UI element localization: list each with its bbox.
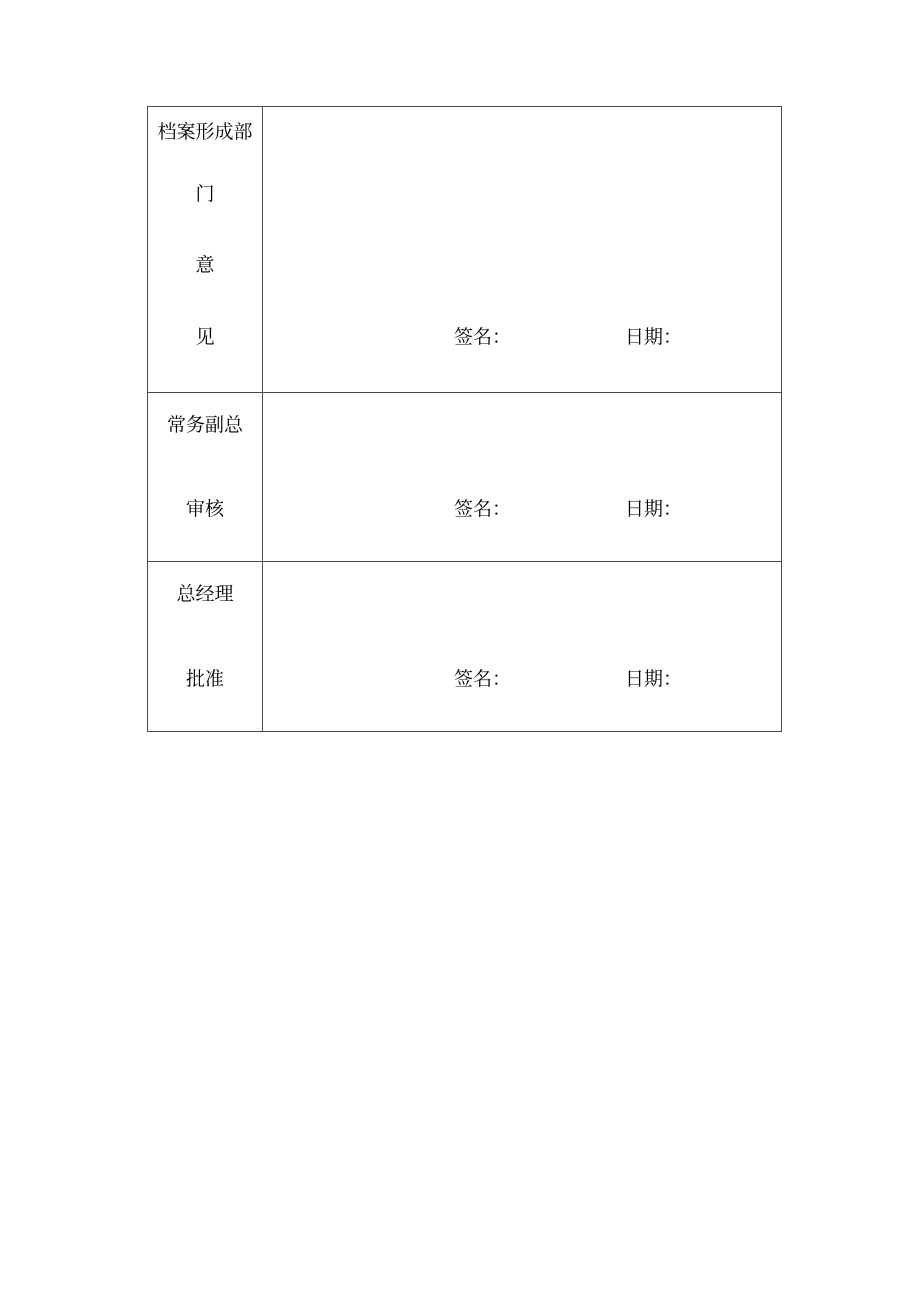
gm-signature-label: 签名： — [454, 668, 512, 690]
gm-approval-content-cell[interactable] — [263, 562, 782, 732]
gm-approval-row — [148, 562, 782, 732]
gm-date-label: 日期： — [625, 668, 683, 690]
deputy-review-row — [148, 393, 782, 562]
deputy-review-label-line-1: 常务副总 — [166, 414, 243, 436]
department-opinion-label-line-4: 见 — [195, 326, 215, 348]
department-opinion-label-line-1: 档案形成部 — [157, 121, 253, 143]
department-opinion-row — [148, 107, 782, 393]
deputy-signature-label: 签名： — [454, 498, 512, 520]
gm-approval-label-cell — [148, 562, 263, 732]
approval-form-table — [147, 106, 782, 732]
deputy-date-label: 日期： — [625, 498, 683, 520]
department-opinion-content-cell[interactable] — [263, 107, 782, 393]
department-date-label: 日期： — [625, 326, 683, 348]
deputy-review-label-line-2: 审核 — [185, 498, 224, 520]
gm-approval-label-line-2: 批准 — [185, 668, 224, 690]
department-opinion-label-line-3: 意 — [195, 254, 215, 276]
department-signature-label: 签名： — [454, 326, 512, 348]
gm-approval-label-line-1: 总经理 — [176, 583, 234, 605]
department-opinion-label-cell — [148, 107, 263, 393]
department-opinion-label-line-2: 门 — [195, 183, 215, 205]
deputy-review-content-cell[interactable] — [263, 393, 782, 562]
deputy-review-label-cell — [148, 393, 263, 562]
